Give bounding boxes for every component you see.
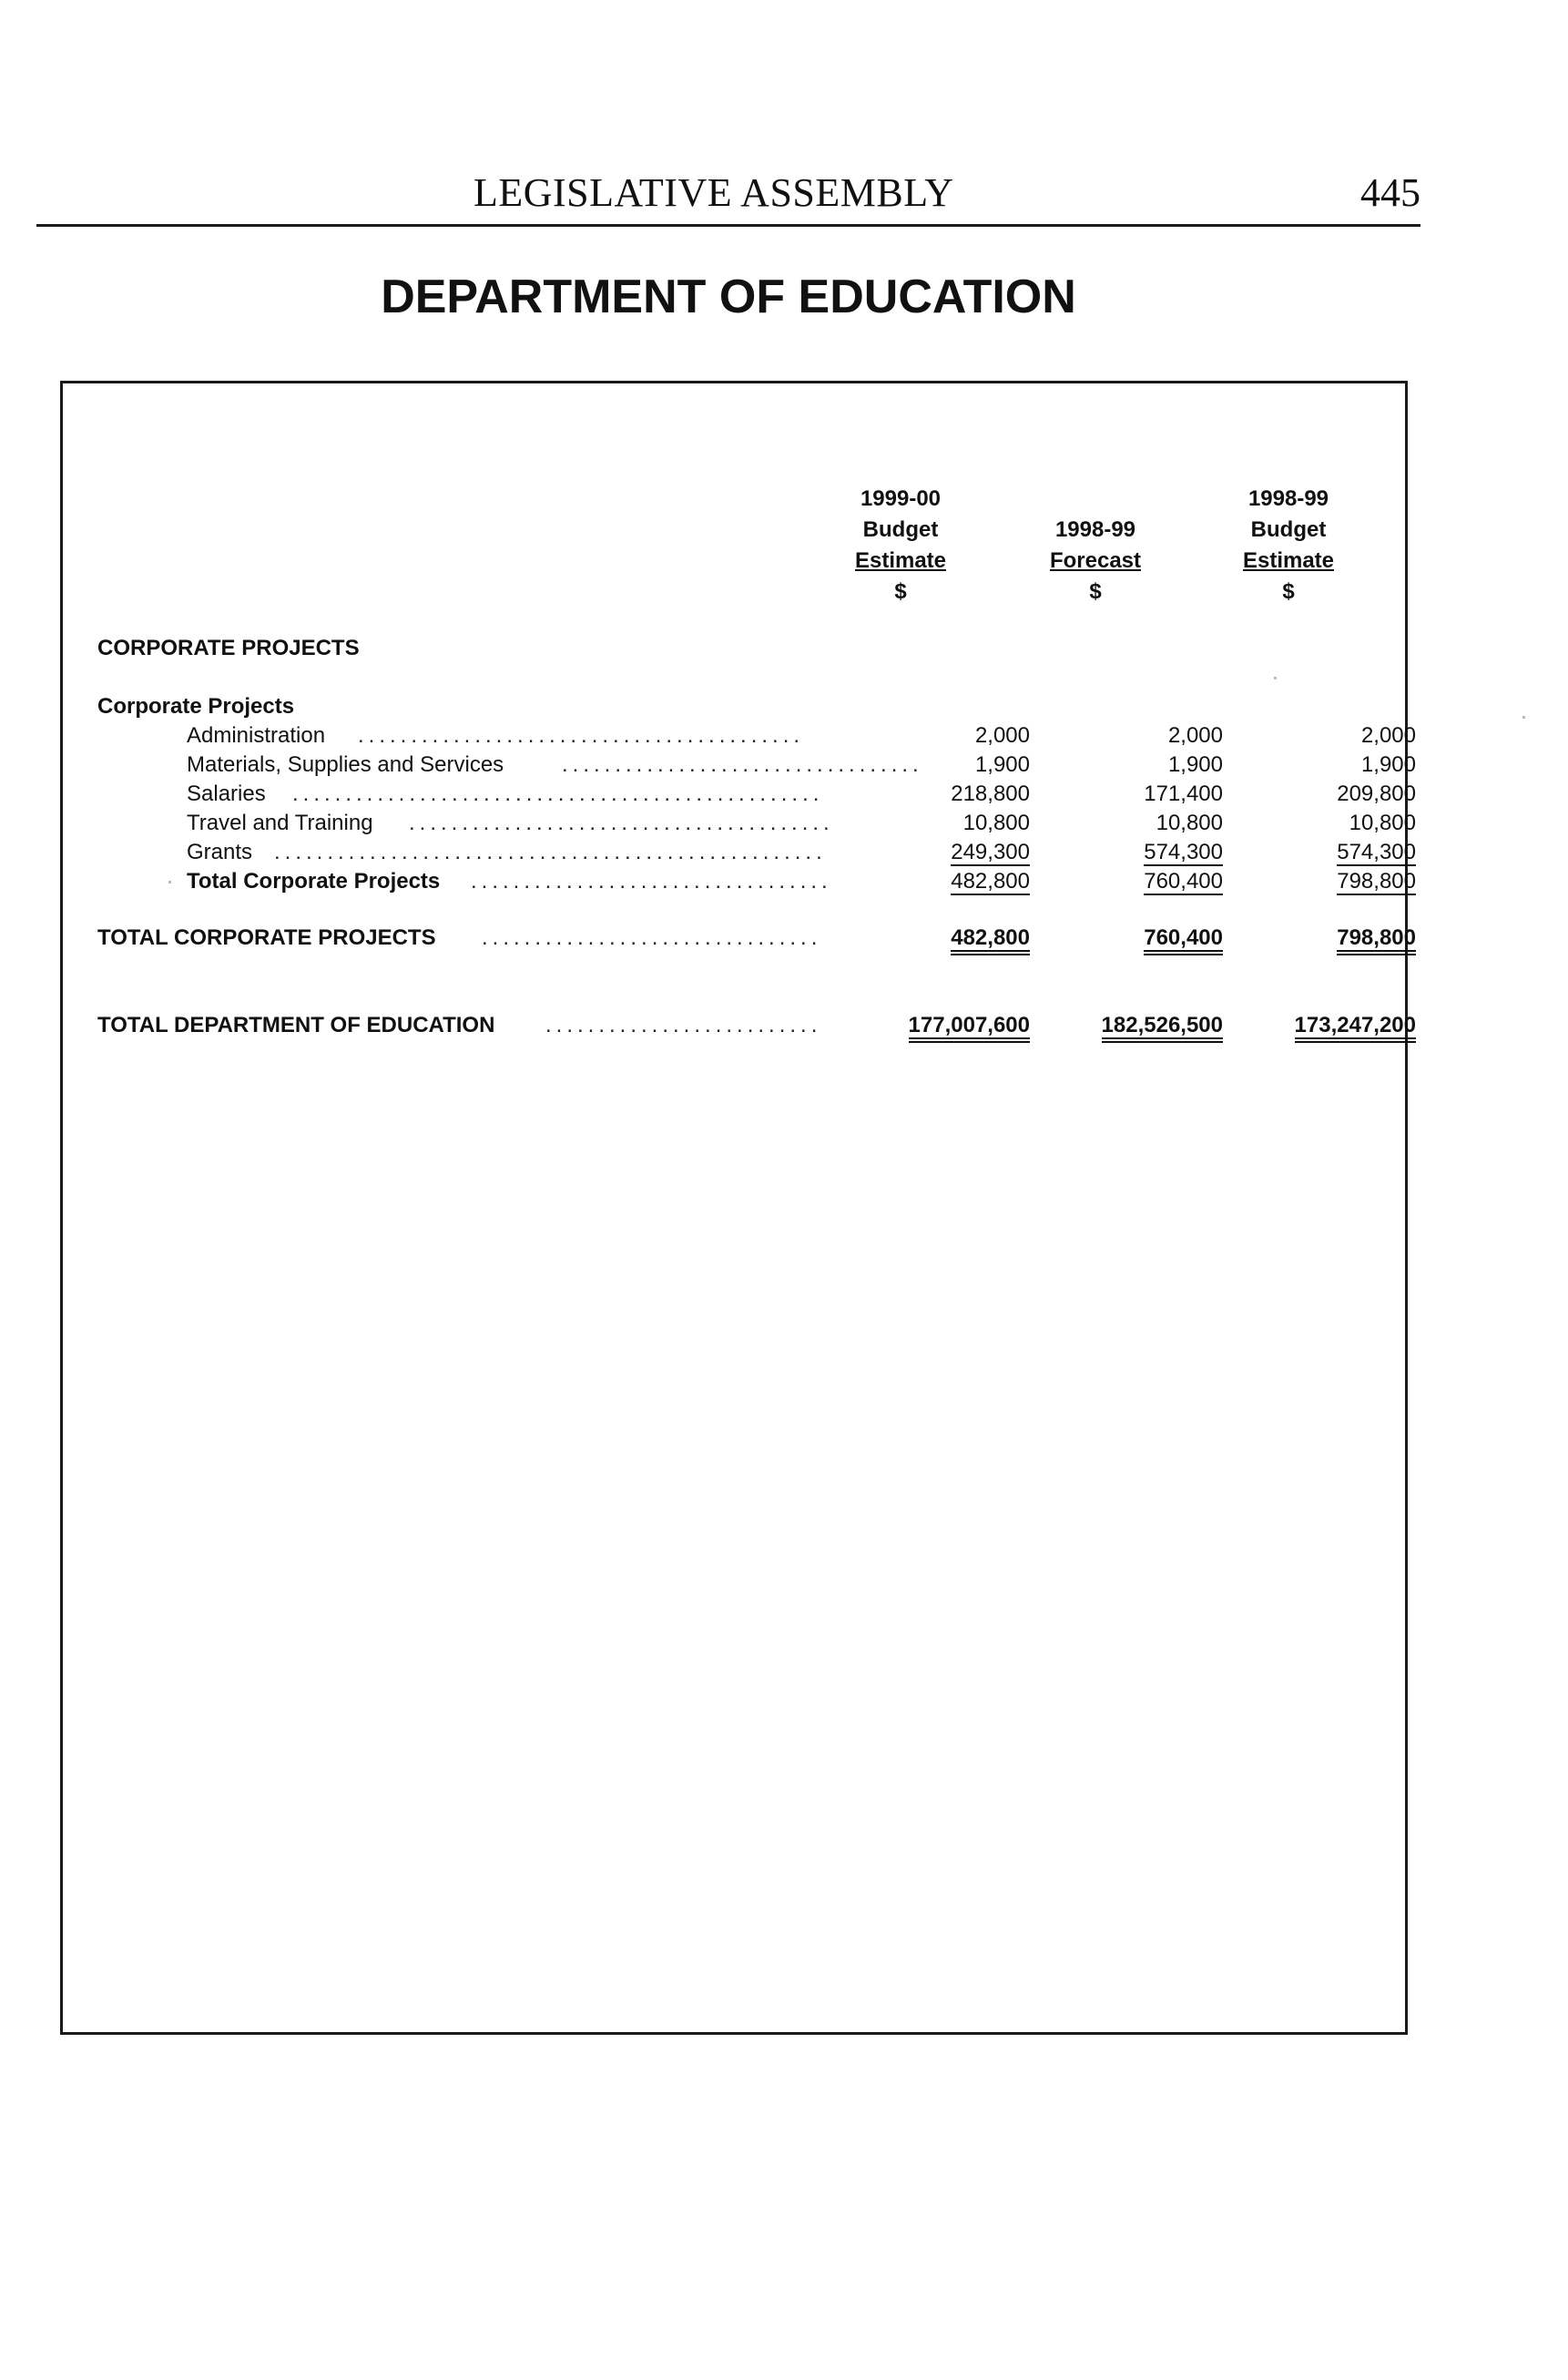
col1-line3: Estimate (854, 548, 947, 573)
col1-line2: Budget (862, 517, 939, 542)
row-value: 2,000 (974, 723, 1030, 748)
row-label: Materials, Supplies and Services (187, 752, 504, 777)
row-label: Salaries (187, 781, 266, 806)
col3-line3: Estimate (1242, 548, 1335, 573)
col3-line2: Budget (1250, 517, 1327, 542)
col2-line4: $ (1089, 579, 1102, 604)
page-number: 445 (1360, 170, 1420, 215)
row-value: 482,800 (951, 869, 1030, 894)
row-value: 209,800 (1337, 781, 1416, 806)
department-title: DEPARTMENT OF EDUCATION (381, 271, 1076, 323)
total-department-value: 182,526,500 (1102, 1013, 1223, 1043)
total-department-value: 177,007,600 (909, 1013, 1030, 1043)
row-label: Travel and Training (187, 811, 373, 835)
row-label: Administration (187, 723, 326, 748)
total-section-value: 760,400 (1144, 925, 1223, 955)
row-value: 10,800 (1156, 811, 1223, 835)
row-value: 2,000 (1167, 723, 1223, 748)
header-title: LEGISLATIVE ASSEMBLY (473, 170, 954, 215)
row-value: 218,800 (951, 781, 1030, 806)
row-label: Total Corporate Projects (187, 869, 441, 894)
col2-line3: Forecast (1049, 548, 1142, 573)
total-department-value: 173,247,200 (1295, 1013, 1416, 1043)
row-value: 171,400 (1144, 781, 1223, 806)
total-section-value: 798,800 (1337, 925, 1416, 955)
section-heading: CORPORATE PROJECTS (97, 636, 360, 660)
col2-line2: 1998-99 (1054, 517, 1136, 542)
row-value: 574,300 (1337, 840, 1416, 864)
row-value: 1,900 (974, 752, 1030, 777)
row-value: 1,900 (1167, 752, 1223, 777)
subsection-heading: Corporate Projects (97, 694, 295, 719)
row-value: 249,300 (951, 840, 1030, 864)
row-value: 1,900 (1360, 752, 1416, 777)
estimates-table-frame: 1999-00 Budget Estimate $ 1998-99 Forecast $ 1998-99 Budget Estimate $ CORPORATE PROJECTS Corporate Projects Administration .......................................... 2,000 2,000 2,000 Materials, Supplies and Services .................................. 1,900 1,900 1,900 Salaries .................................................. 218,800 171,400 209,800 Travel and Training ........................................ 10,800 10,800 10,800 Grants .................................................... 249,300 574,300 574,300 Total Corporate Projects .................................. 482,800 760,400 798,800 TOTAL CORPORATE PROJECTS ................................ 482,800 760,400 798,800 TOTAL DEPARTMENT OF EDUCATION .......................... 177,007,600 182,526,500 173,247,200 (60, 381, 1408, 2035)
row-value: 574,300 (1144, 840, 1223, 864)
row-value: 10,800 (962, 811, 1030, 835)
row-value: 2,000 (1360, 723, 1416, 748)
row-value: 10,800 (1349, 811, 1416, 835)
total-section-value: 482,800 (951, 925, 1030, 955)
row-value: 760,400 (1144, 869, 1223, 894)
col3-line4: $ (1282, 579, 1295, 604)
col3-line1: 1998-99 (1247, 486, 1329, 511)
scan-speck (1274, 677, 1277, 679)
total-section-label: TOTAL CORPORATE PROJECTS (97, 925, 436, 950)
col1-line4: $ (894, 579, 907, 604)
total-department-label: TOTAL DEPARTMENT OF EDUCATION (97, 1013, 495, 1037)
col1-line1: 1999-00 (860, 486, 942, 511)
scan-speck (168, 881, 171, 884)
running-header (36, 164, 1420, 227)
row-value: 798,800 (1337, 869, 1416, 894)
row-label: Grants (187, 840, 253, 864)
scan-speck (1522, 716, 1525, 719)
